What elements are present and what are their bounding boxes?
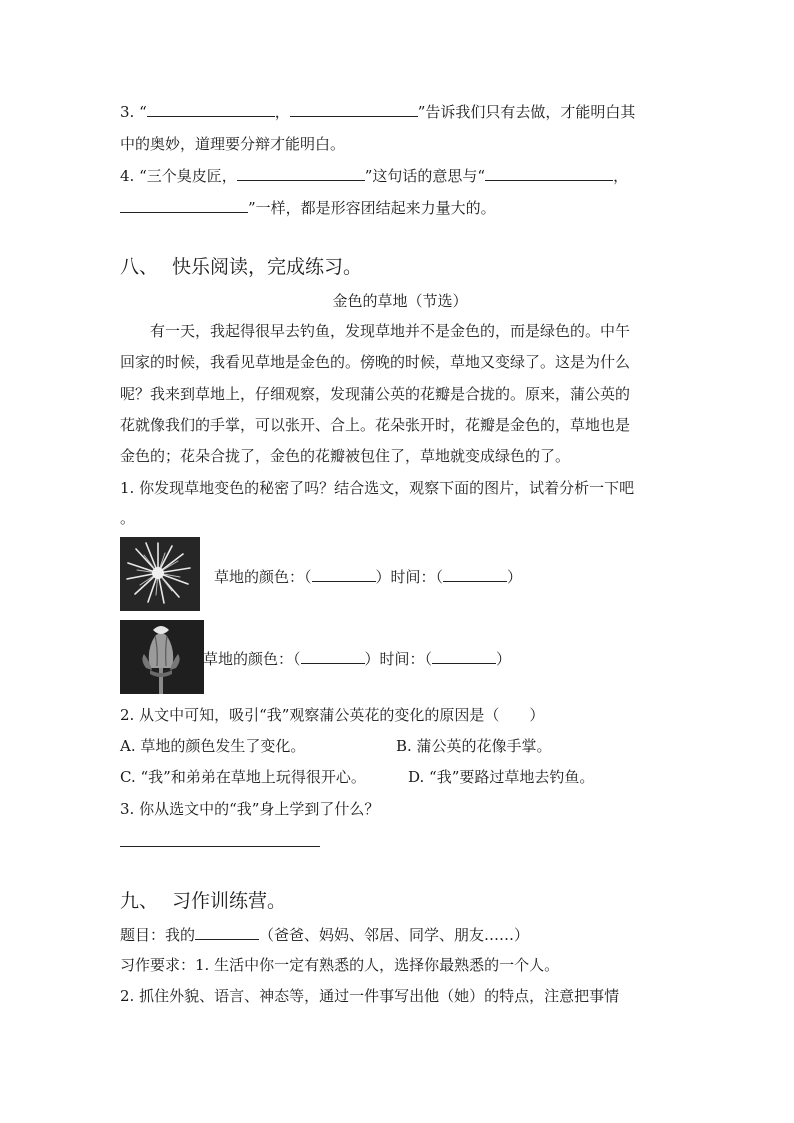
section-9-requirement-2: 2. 抓住外貌、语言、神态等，通过一件事写出他（她）的特点，注意把事情 (120, 987, 620, 1005)
q3-blank-2[interactable] (290, 101, 418, 117)
option-b[interactable]: B. 蒲公英的花像手掌。 (396, 737, 552, 755)
passage-line-1: 有一天，我起得很早去钓鱼，发现草地并不是金色的，而是绿色的。中午 (120, 322, 631, 340)
row2-time-label: ）时间：（ (364, 650, 433, 668)
section-9-topic (120, 924, 680, 945)
q3-blank-1[interactable] (147, 101, 275, 117)
passage-title: 金色的草地（节选） (332, 292, 468, 310)
section-9-heading (120, 886, 286, 913)
topic-prefix: 题目：我的 (120, 926, 196, 944)
q4-middle: ”这句话的意思与“ (364, 167, 486, 185)
row1-color-blank[interactable] (312, 566, 376, 582)
q4-blank-2[interactable] (485, 165, 613, 181)
q3-comma: ， (274, 103, 290, 121)
q4-blank-1[interactable] (237, 165, 365, 181)
row1-end: ） (507, 568, 523, 586)
s8-question-2-options-ab (120, 736, 680, 756)
s8-question-1-line-1: 1. 你发现草地变色的秘密了吗？结合选文，观察下面的图片，试着分析一下吧 (120, 479, 635, 497)
closed-dandelion-icon (120, 620, 204, 694)
passage-line-4: 花就像我们的手掌，可以张开、合上。花朵张开时，花瓣是金色的，草地也是 (120, 416, 631, 434)
q3-prefix: 3. “ (120, 103, 147, 121)
open-dandelion-icon (120, 537, 200, 611)
question-4-line-2 (120, 197, 680, 218)
q4-prefix: 4. “三个臭皮匠， (120, 167, 237, 185)
question-4-line-1 (120, 165, 680, 186)
option-d[interactable]: D. “我”要路过草地去钓鱼。 (408, 768, 595, 786)
section-9-title: 习作训练营。 (172, 890, 287, 912)
row1-color-label: 草地的颜色：（ (214, 568, 312, 586)
row2-color-label: 草地的颜色：（ (203, 650, 301, 668)
q4-blank-3[interactable] (120, 197, 248, 213)
row1-time-blank[interactable] (443, 566, 507, 582)
s8-question-2-options-cd (120, 767, 680, 787)
passage-line-3: 呢？我来到草地上，仔细观察，发现蒲公英的花瓣是合拢的。原来，蒲公英的 (120, 385, 631, 403)
option-a[interactable]: A. 草地的颜色发生了变化。 (120, 737, 306, 755)
s8-question-2: 2. 从文中可知，吸引“我”观察蒲公英花的变化的原因是（ ） (120, 706, 545, 724)
flower-row-1 (214, 566, 614, 587)
section-8-title: 快乐阅读，完成练习。 (172, 256, 363, 278)
flower-row-2 (203, 648, 603, 669)
s8-question-3: 3. 你从选文中的“我”身上学到了什么？ (120, 800, 380, 818)
row2-color-blank[interactable] (301, 648, 365, 664)
question-3-line-2: 中的奥妙，道理要分辩才能明白。 (120, 135, 346, 153)
topic-suffix: （爸爸、妈妈、邻居、同学、朋友……） (259, 926, 530, 944)
row1-time-label: ）时间：（ (375, 568, 444, 586)
closed-dandelion-image (120, 620, 204, 694)
section-9-number: 九、 (120, 890, 159, 912)
topic-blank[interactable] (195, 924, 259, 940)
passage-line-2: 回家的时候，我看见草地是金色的。傍晚的时候，草地又变绿了。这是为什么 (120, 353, 631, 371)
open-dandelion-image (120, 537, 200, 611)
question-3-line-1 (120, 101, 680, 122)
row2-end: ） (496, 650, 512, 668)
section-9-requirement-1: 习作要求：1. 生活中你一定有熟悉的人，选择你最熟悉的一个人。 (120, 956, 560, 974)
section-8-heading (120, 252, 362, 279)
q4-comma: ， (613, 167, 629, 185)
row2-time-blank[interactable] (432, 648, 496, 664)
option-c[interactable]: C. “我”和弟弟在草地上玩得很开心。 (120, 768, 366, 786)
s8-question-1-line-2: 。 (120, 509, 136, 527)
q3-suffix: ”告诉我们只有去做，才能明白其 (417, 103, 636, 121)
section-8-number: 八、 (120, 256, 159, 278)
s8-question-3-answer-line[interactable] (120, 846, 320, 847)
q4-line2-suffix: ”一样，都是形容团结起来力量大的。 (248, 199, 496, 217)
passage-line-5: 金色的；花朵合拢了，金色的花瓣被包住了，草地就变成绿色的了。 (120, 447, 571, 465)
